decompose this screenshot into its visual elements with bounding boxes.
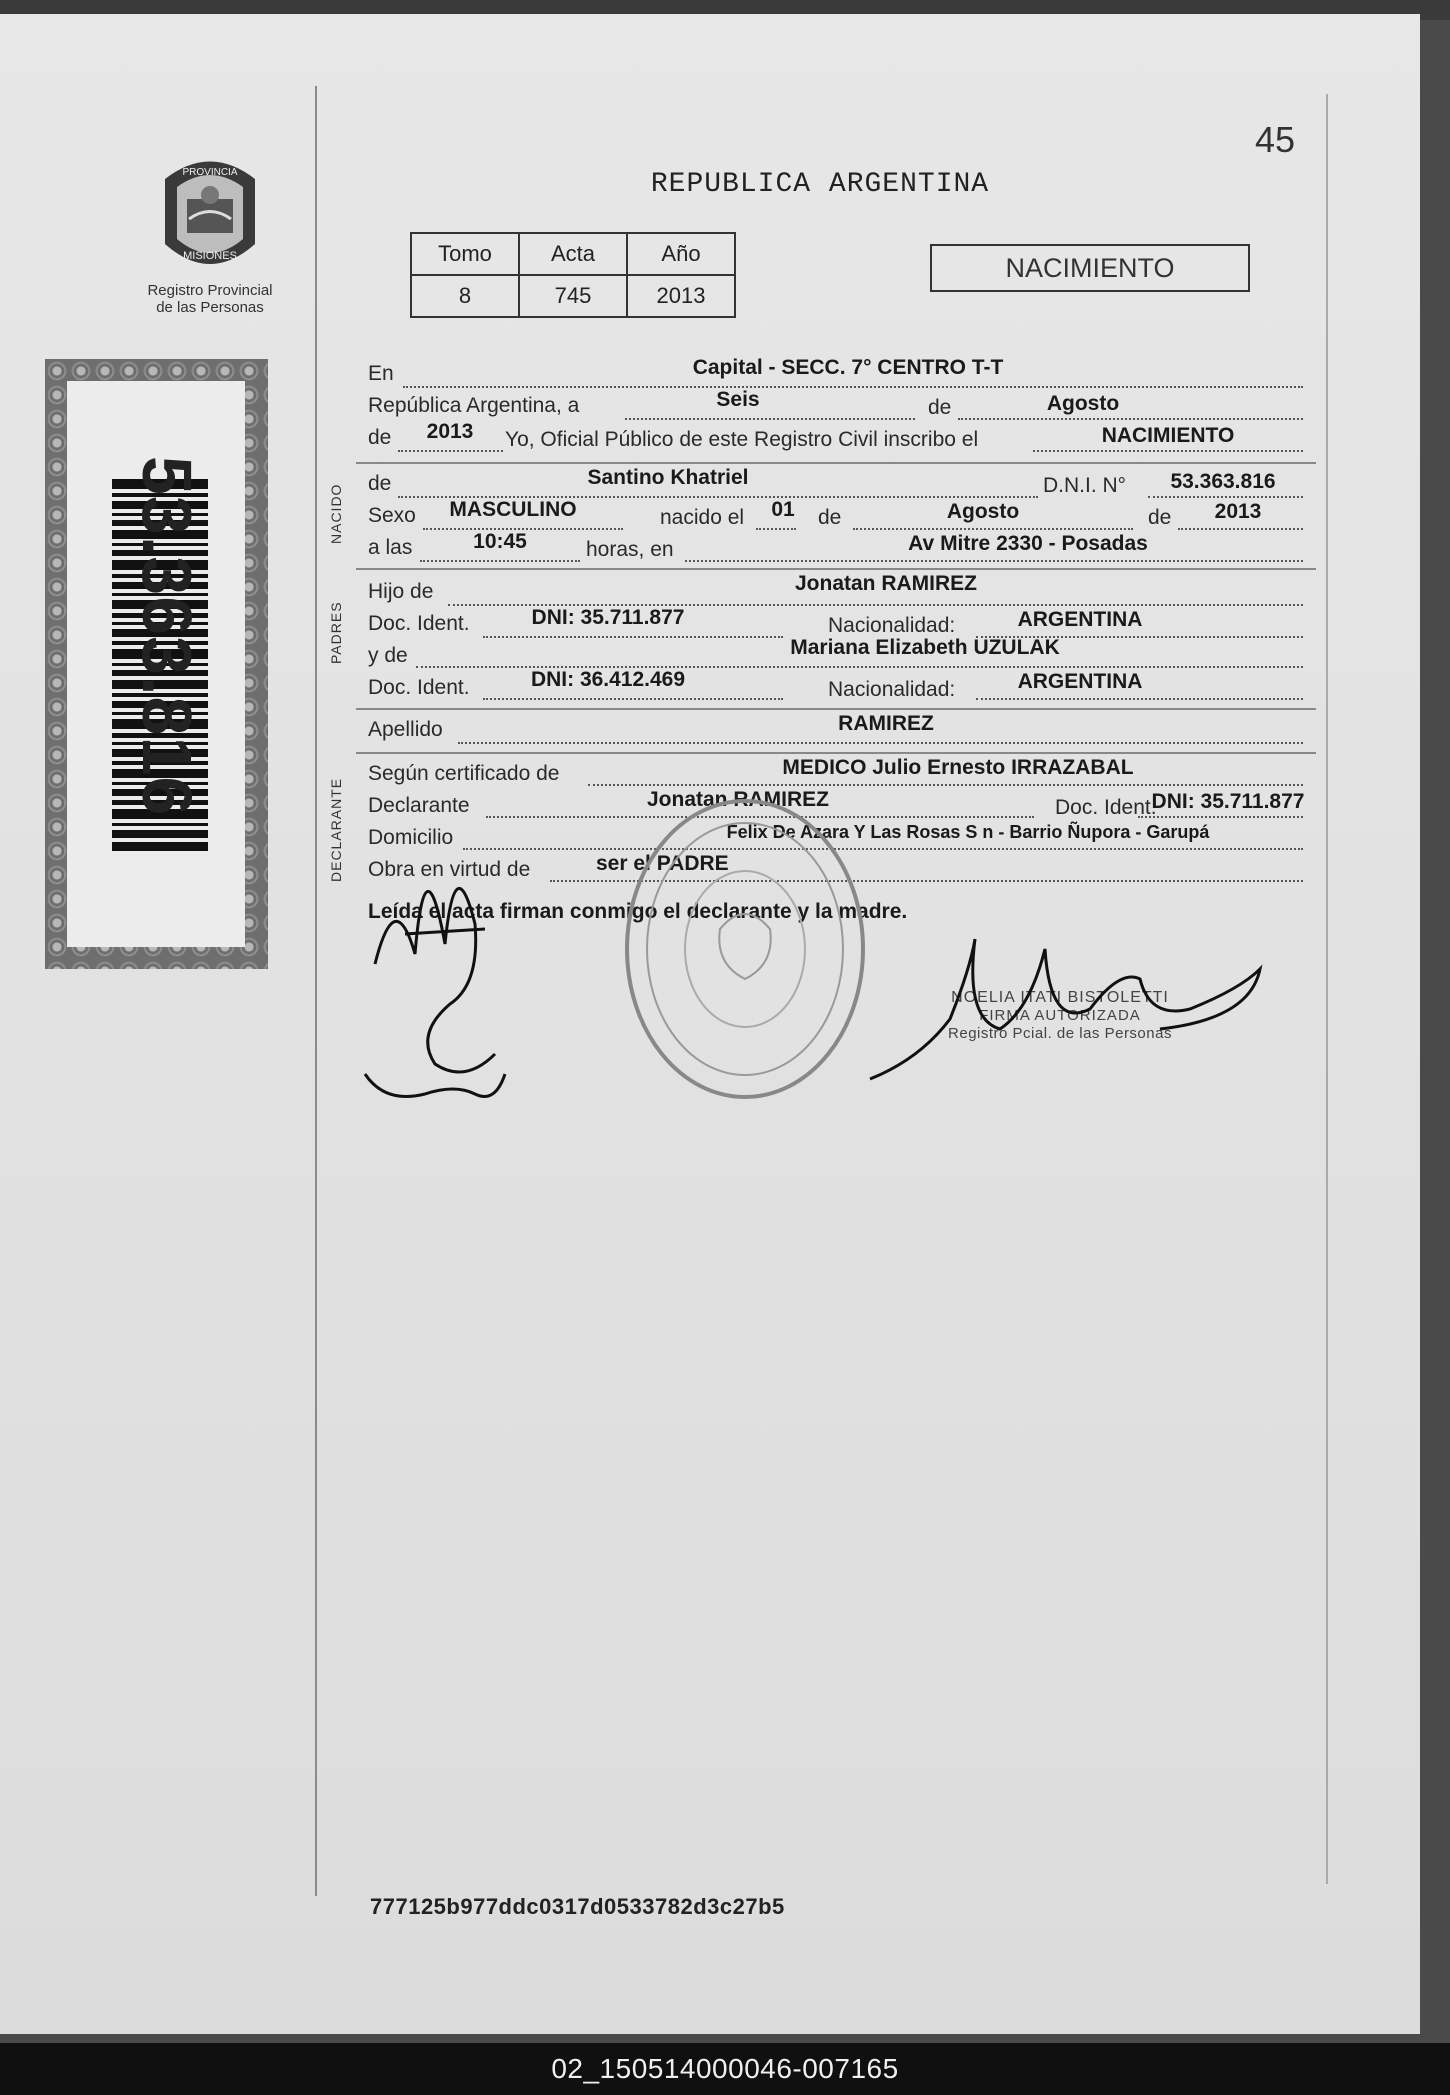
dotted-line — [1148, 496, 1303, 498]
value-declarante: Jonatan RAMIREZ — [646, 788, 830, 811]
barcode-panel — [45, 359, 268, 969]
right-margin-rule — [1326, 94, 1328, 1884]
label-de-anio: de — [368, 426, 392, 449]
section-divider — [356, 568, 1316, 570]
dotted-line — [483, 636, 783, 638]
dotted-line — [420, 560, 580, 562]
label-republica-a: República Argentina, a — [368, 394, 580, 417]
label-de-mes: de — [928, 396, 952, 419]
value-anio: 2013 — [426, 420, 474, 443]
label-y-de: y de — [368, 644, 408, 667]
label-de-anio-nac: de — [1148, 506, 1172, 529]
label-nacionalidad-1: Nacionalidad: — [828, 614, 956, 637]
value-domicilio: Felix De Azara Y Las Rosas S n - Barrio Ñupora - Garupá — [726, 822, 1210, 842]
value-madre: Mariana Elizabeth UZULAK — [790, 636, 1060, 659]
section-divider — [356, 752, 1316, 754]
table-value-tomo: 8 — [411, 275, 519, 317]
value-dni: 53.363.816 — [1170, 470, 1276, 493]
footer-file-id: 02_150514000046-007165 — [551, 2053, 899, 2084]
table-value-anio: 2013 — [627, 275, 735, 317]
dotted-line — [1138, 816, 1303, 818]
registry-caption — [125, 282, 295, 316]
value-virtud: ser el PADRE — [596, 852, 729, 875]
value-nombre: Santino Khatriel — [587, 466, 749, 489]
record-type-box: NACIMIENTO — [930, 244, 1250, 292]
certificate-sheet — [0, 14, 1420, 2034]
dotted-line — [1033, 450, 1303, 452]
label-doc-ident-1: Doc. Ident. — [368, 612, 470, 635]
section-divider — [356, 708, 1316, 710]
document-hash: 777125b977ddc0317d0533782d3c27b5 — [370, 1894, 785, 1919]
official-seal-icon — [615, 789, 875, 1109]
label-doc-ident-3: Doc. Ident. — [1055, 796, 1157, 819]
table-header-tomo: Tomo — [411, 233, 519, 275]
dotted-line — [458, 742, 1303, 744]
declarant-signature-icon — [355, 804, 555, 1124]
svg-text:MISIONES: MISIONES — [183, 250, 237, 262]
label-hijo-de: Hijo de — [368, 580, 434, 603]
value-madre-doc: DNI: 36.412.469 — [530, 668, 686, 691]
label-en: En — [368, 362, 394, 385]
value-dia-texto: Seis — [716, 388, 760, 411]
value-apellido: RAMIREZ — [838, 712, 934, 735]
dotted-line — [588, 784, 1303, 786]
official-role: FIRMA AUTORIZADA — [979, 1007, 1141, 1024]
dotted-line — [976, 698, 1303, 700]
value-mes: Agosto — [1046, 392, 1120, 415]
registry-table — [410, 232, 736, 318]
side-label-declarante: DECLARANTE — [328, 777, 344, 882]
barcode-label — [67, 381, 245, 947]
value-anio-nac: 2013 — [1214, 500, 1262, 523]
official-office: Registro Pcial. de las Personas — [948, 1025, 1172, 1042]
value-padre: Jonatan RAMIREZ — [794, 572, 978, 595]
page-number: 45 — [1255, 119, 1296, 160]
value-lugar: Capital - SECC. 7° CENTRO T-T — [692, 356, 1004, 379]
barcode-number: 53.363.816 — [128, 456, 206, 817]
label-nacido-el: nacido el — [660, 506, 745, 529]
label-doc-ident-2: Doc. Ident. — [368, 676, 470, 699]
dotted-line — [1178, 528, 1303, 530]
footer-bar — [0, 2043, 1450, 2095]
closing-statement: Leída el acta firman conmigo el declarante y la madre. — [368, 900, 908, 923]
label-nacionalidad-2: Nacionalidad: — [828, 678, 956, 701]
provincial-crest-icon — [145, 149, 275, 279]
dotted-line — [403, 386, 1303, 388]
value-dia-nac: 01 — [771, 498, 795, 521]
label-oficial: Yo, Oficial Público de este Registro Civil inscribo el — [505, 428, 979, 451]
label-sexo: Sexo — [368, 504, 416, 527]
label-a-las: a las — [368, 536, 413, 559]
side-label-padres: PADRES — [328, 601, 344, 664]
registry-caption-line1: Registro Provincial — [147, 282, 273, 299]
official-name: NOELIA ITATI BISTOLETTI — [951, 989, 1169, 1006]
value-madre-nac: ARGENTINA — [1017, 670, 1143, 693]
dotted-line — [463, 848, 1303, 850]
registry-caption-line2: de las Personas — [156, 299, 264, 316]
side-label-nacido: NACIDO — [328, 483, 344, 544]
value-hora: 10:45 — [473, 530, 527, 553]
label-dni-no: D.N.I. N° — [1043, 474, 1127, 497]
dotted-line — [625, 418, 915, 420]
value-padre-doc: DNI: 35.711.877 — [531, 606, 685, 629]
section-divider — [356, 462, 1316, 464]
left-margin-rule — [315, 86, 317, 1896]
value-sexo: MASCULINO — [449, 498, 577, 521]
dotted-line — [853, 528, 1133, 530]
value-certificado: MEDICO Julio Ernesto IRRAZABAL — [782, 756, 1134, 779]
table-header-acta: Acta — [519, 233, 627, 275]
official-signature-icon — [860, 909, 1280, 1089]
value-tipo-acta: NACIMIENTO — [1101, 424, 1235, 447]
dotted-line — [756, 528, 796, 530]
label-declarante: Declarante — [368, 794, 470, 817]
label-apellido: Apellido — [368, 718, 443, 741]
label-horas-en: horas, en — [586, 538, 674, 561]
dotted-line — [958, 418, 1303, 420]
dotted-line — [483, 698, 783, 700]
label-domicilio: Domicilio — [368, 826, 454, 849]
value-padre-nac: ARGENTINA — [1017, 608, 1143, 631]
value-lugar-nac: Av Mitre 2330 - Posadas — [908, 532, 1148, 555]
label-de-mes-nac: de — [818, 506, 842, 529]
country-title: REPUBLICA ARGENTINA — [650, 169, 990, 200]
value-declarante-doc: DNI: 35.711.877 — [1151, 790, 1305, 813]
dotted-line — [685, 560, 1303, 562]
svg-text:PROVINCIA: PROVINCIA — [182, 167, 238, 178]
label-segun-certificado: Según certificado de — [368, 762, 560, 785]
dotted-line — [398, 450, 503, 452]
table-value-acta: 745 — [519, 275, 627, 317]
label-de-nombre: de — [368, 472, 392, 495]
table-header-anio: Año — [627, 233, 735, 275]
label-obra-en-virtud: Obra en virtud de — [368, 858, 531, 881]
value-mes-nac: Agosto — [946, 500, 1020, 523]
